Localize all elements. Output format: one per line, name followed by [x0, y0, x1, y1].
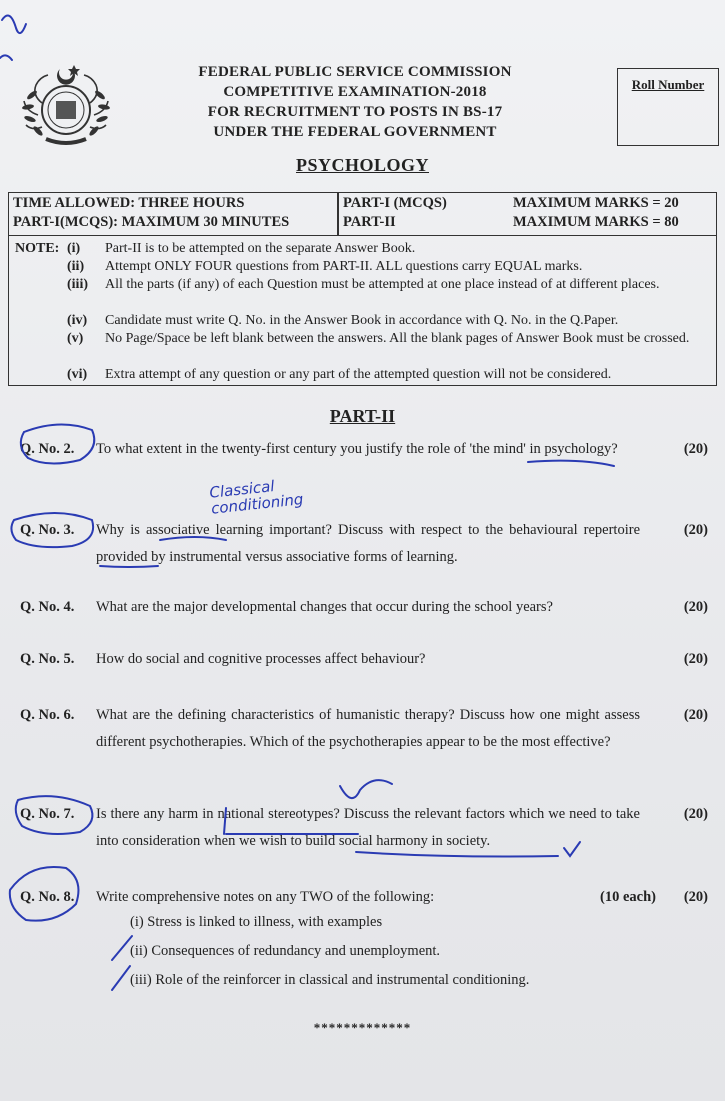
- part-title: PART-II: [329, 406, 396, 426]
- question-number: Q. No. 6.: [20, 707, 75, 723]
- note-item: [69, 258, 715, 275]
- question-text: What are the defining characteristics of humanistic therapy? Discuss how one might assess different psychotherapies. Which of the psychotherapies appear to be the most effective?: [96, 707, 640, 750]
- q8-sub-item-1: (i) Stress is linked to illness, with examples: [130, 914, 383, 930]
- note-item: [69, 330, 715, 347]
- notes-box: [8, 236, 717, 386]
- note-text: No Page/Space be left blank between the answers. All the blank pages of Answer Book must be crossed.: [105, 331, 690, 346]
- part2-marks: MAXIMUM MARKS = 80: [513, 214, 679, 230]
- note-item: [69, 276, 715, 293]
- question-marks: (20): [683, 522, 708, 538]
- question-number: Q. No. 4.: [20, 599, 75, 615]
- note-number: (i): [67, 241, 81, 256]
- handwritten-note: Classical conditioning: [208, 477, 305, 518]
- part2-label: PART-II: [343, 214, 396, 230]
- question-number: Q. No. 5.: [20, 651, 75, 667]
- subject-title: PSYCHOLOGY: [295, 155, 429, 175]
- q8-sub-item-3: (iii) Role of the reinforcer in classical and instrumental conditioning.: [130, 972, 530, 988]
- question-text: What are the major developmental changes that occur during the school years?: [96, 599, 553, 615]
- exam-header: [150, 62, 560, 142]
- note-number: (iv): [67, 313, 88, 328]
- question-number: Q. No. 2.: [20, 441, 75, 457]
- part1-marks: MAXIMUM MARKS = 20: [513, 195, 679, 211]
- question-number: Q. No. 7.: [20, 806, 75, 822]
- question-marks: (20): [683, 599, 708, 615]
- end-marker: *************: [313, 1020, 412, 1035]
- part1-label: PART-I (MCQS): [343, 195, 447, 211]
- note-item: [69, 366, 715, 383]
- time-allowed: TIME ALLOWED: THREE HOURS: [13, 195, 245, 211]
- note-text: Attempt ONLY FOUR questions from PART-II. ALL questions carry EQUAL marks.: [105, 259, 583, 274]
- question-marks: (20): [683, 441, 708, 457]
- info-row: [9, 214, 716, 234]
- question-text: To what extent in the twenty-first century you justify the role of 'the mind' in psychology?: [96, 441, 618, 457]
- header-line-3: FOR RECRUITMENT TO POSTS IN BS-17: [207, 104, 503, 120]
- fpsc-seal-icon: [12, 55, 120, 155]
- question-marks: (20): [683, 651, 708, 667]
- note-text: Extra attempt of any question or any part of the attempted question will not be considered.: [105, 367, 612, 382]
- question-number: Q. No. 8.: [20, 889, 75, 905]
- note-item: [69, 312, 715, 329]
- note-text: All the parts (if any) of each Question must be attempted at one place instead of at different places.: [105, 277, 660, 292]
- roll-number-box: [617, 68, 719, 146]
- question-text: Why is associative learning important? Discuss with respect to the behavioural repertoire provided by instrumental versus associative forms of learning.: [96, 522, 640, 565]
- question-marks: (20): [683, 707, 708, 723]
- roll-number-label: Roll Number: [631, 77, 705, 92]
- info-table: [8, 192, 717, 236]
- header-line-2: COMPETITIVE EXAMINATION-2018: [223, 84, 487, 100]
- header-line-4: UNDER THE FEDERAL GOVERNMENT: [213, 124, 497, 140]
- question-text: Is there any harm in national stereotypes? Discuss the relevant factors which we need to take into consideration when we wish to build social harmony in society.: [96, 806, 640, 849]
- question-text: Write comprehensive notes on any TWO of the following:: [96, 889, 435, 905]
- note-number: (ii): [67, 259, 85, 274]
- note-number: (v): [67, 331, 84, 346]
- q8-sub-item-2: (ii) Consequences of redundancy and unemployment.: [130, 943, 441, 959]
- note-item: [69, 240, 715, 257]
- question-number: Q. No. 3.: [20, 522, 75, 538]
- question-text: How do social and cognitive processes affect behaviour?: [96, 651, 426, 667]
- question-marks: (20): [683, 806, 708, 822]
- note-number: (vi): [67, 367, 88, 382]
- part1-time: PART-I(MCQS): MAXIMUM 30 MINUTES: [13, 214, 290, 230]
- header-line-1: FEDERAL PUBLIC SERVICE COMMISSION: [198, 64, 512, 80]
- note-text: Part-II is to be attempted on the separate Answer Book.: [105, 241, 416, 256]
- note-number: (iii): [67, 277, 88, 292]
- question-marks: (20): [683, 889, 708, 905]
- question-each-marks: (10 each): [600, 889, 656, 905]
- note-heading: NOTE:: [15, 241, 60, 256]
- note-text: Candidate must write Q. No. in the Answer Book in accordance with Q. No. in the Q.Paper.: [105, 313, 619, 328]
- info-row: [9, 195, 716, 215]
